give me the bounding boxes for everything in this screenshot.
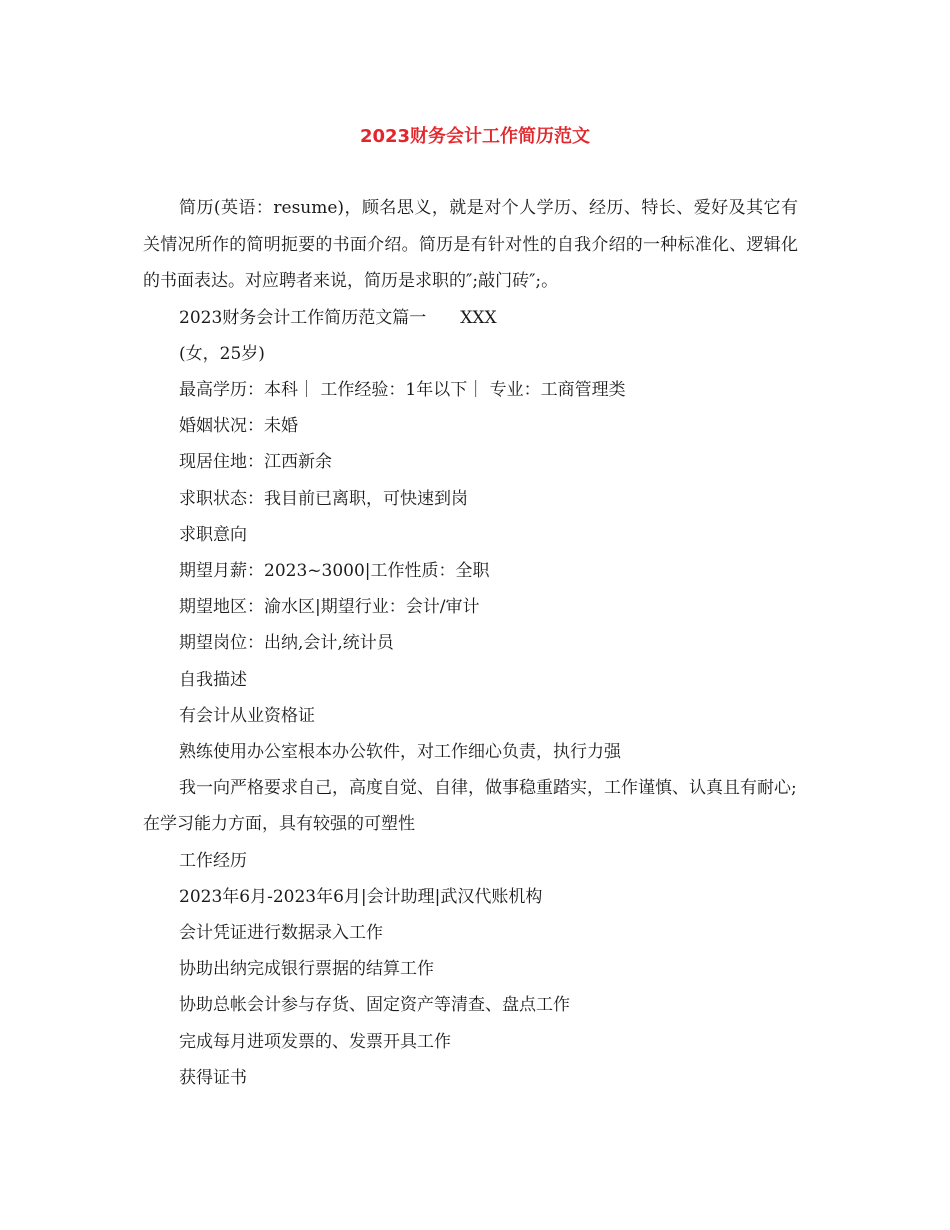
- paragraph-section-self: 自我描述: [179, 669, 247, 690]
- paragraph-duty-4: 完成每月进项发票的、发票开具工作: [179, 1031, 451, 1052]
- document-title: 2023财务会计工作简历范文: [359, 126, 591, 147]
- paragraph-position: 期望岗位：出纳,会计,统计员: [179, 633, 394, 654]
- paragraph-education: 最高学历：本科｜ 工作经验：1年以下｜ 专业：工商管理类: [179, 379, 626, 400]
- paragraph-salary: 期望月薪：2023~3000|工作性质：全职: [179, 560, 490, 581]
- paragraph-duty-3: 协助总帐会计参与存货、固定资产等清查、盘点工作: [179, 995, 570, 1016]
- paragraph-marital-status: 婚姻状况：未婚: [179, 416, 298, 437]
- paragraph-gender-age: (女，25岁): [179, 343, 265, 364]
- paragraph-section-intent: 求职意向: [179, 524, 247, 545]
- paragraph-self-requirement: 我一向严格要求自己，高度自觉、自律，做事稳重踏实，工作谨慎、认真且有耐心;在学习能力方面，具有较强的可塑性: [143, 778, 797, 835]
- paragraph-residence: 现居住地：江西新余: [179, 452, 332, 473]
- paragraph-resume-heading: 2023财务会计工作简历范文篇一 XXX: [179, 307, 497, 328]
- paragraph-duty-1: 会计凭证进行数据录入工作: [179, 922, 383, 943]
- paragraph-section-certificates: 获得证书: [179, 1067, 247, 1088]
- paragraph-section-experience: 工作经历: [179, 850, 247, 871]
- paragraph-region: 期望地区：渝水区|期望行业：会计/审计: [179, 597, 480, 618]
- document-body: [143, 190, 798, 1096]
- paragraph-job-status: 求职状态：我目前已离职，可快速到岗: [179, 488, 468, 509]
- paragraph-office-skills: 熟练使用办公室根本办公软件，对工作细心负责，执行力强: [179, 741, 621, 762]
- paragraph-intro: 简历(英语：resume)，顾名思义，就是对个人学历、经历、特长、爱好及其它有关情况所作的简明扼要的书面介绍。简历是有针对性的自我介绍的一种标准化、逻辑化的书面表达。对应聘者来说，简历是求职的″;敲门砖″;。: [143, 198, 798, 291]
- paragraph-experience-period: 2023年6月-2023年6月|会计助理|武汉代账机构: [179, 886, 543, 907]
- paragraph-certificate: 有会计从业资格证: [179, 705, 315, 726]
- paragraph-duty-2: 协助出纳完成银行票据的结算工作: [179, 959, 434, 980]
